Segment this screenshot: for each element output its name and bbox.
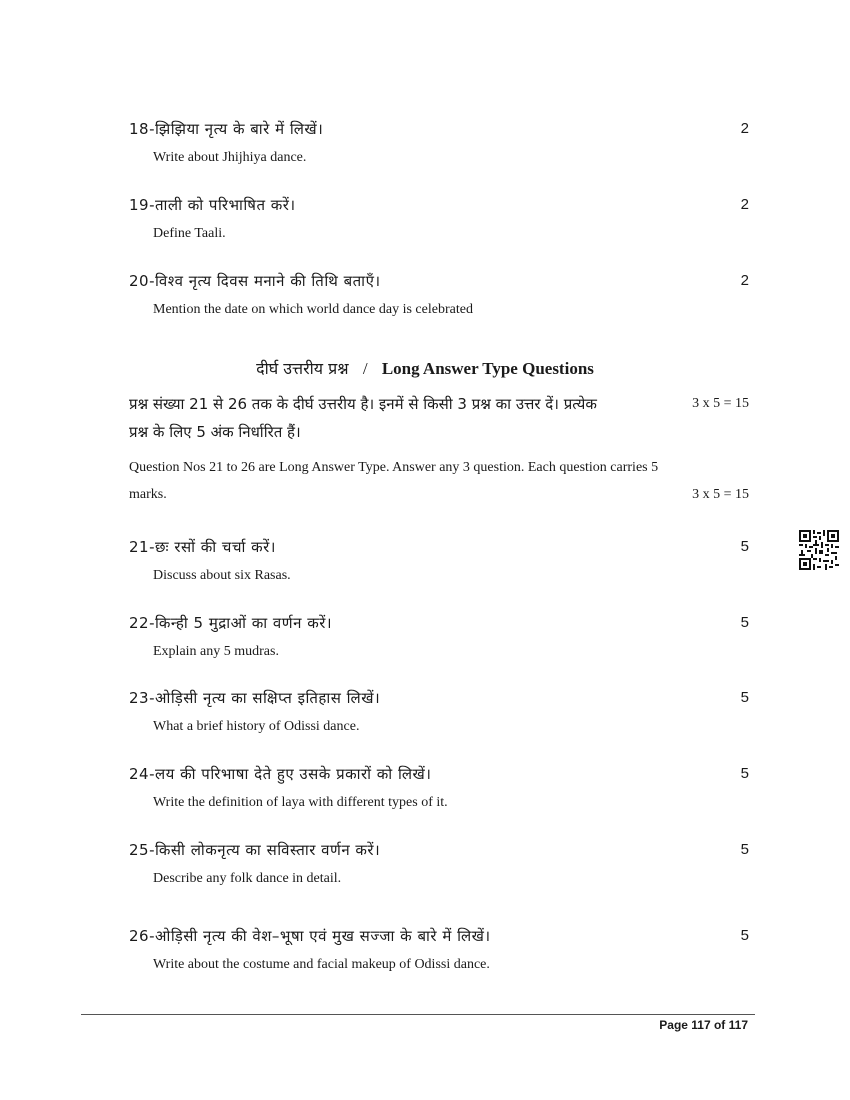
question-text-english: Write about Jhijhiya dance.: [153, 150, 307, 165]
question-marks: 2: [740, 196, 749, 213]
question-text-hindi: 18-झिझिया नृत्य के बारे में लिखें।: [129, 120, 324, 138]
instructions-hindi-line-1: प्रश्न संख्या 21 से 26 तक के दीर्घ उत्तरीय है। इनमें से किसी 3 प्रश्न का उत्तर दें। प्रत्येक: [129, 395, 597, 413]
question-26: [129, 926, 749, 974]
instructions-english-line-2: marks.: [129, 487, 167, 502]
question-text-english: Describe any folk dance in detail.: [153, 871, 342, 886]
footer-divider: [81, 1014, 755, 1015]
instructions-hindi: [129, 394, 749, 442]
question-21: [129, 537, 749, 585]
question-text-english: What a brief history of Odissi dance.: [153, 719, 360, 734]
question-text-english: Explain any 5 mudras.: [153, 644, 279, 659]
question-text-hindi: 25-किसी लोकनृत्य का सविस्तार वर्णन करें।: [129, 841, 381, 859]
question-marks: 5: [740, 841, 749, 858]
question-marks: 5: [740, 614, 749, 631]
instructions-english-marks: 3 x 5 = 15: [692, 487, 749, 502]
question-text-english: Mention the date on which world dance day is celebrated: [153, 302, 473, 317]
question-text-english: Write the definition of laya with different types of it.: [153, 795, 448, 810]
question-22: [129, 613, 749, 661]
instructions-english-line-2-row: [129, 486, 749, 504]
question-text-english: Define Taali.: [153, 226, 226, 241]
question-marks: 2: [740, 120, 749, 137]
page-number: Page 117 of 117: [659, 1018, 748, 1032]
question-text-hindi: 21-छः रसों की चर्चा करें।: [129, 538, 276, 556]
section-title-separator: /: [362, 359, 368, 378]
section-title-hindi: दीर्घ उत्तरीय प्रश्न: [256, 359, 349, 378]
question-25: [129, 840, 749, 888]
question-text-english: Write about the costume and facial makeup of Odissi dance.: [153, 957, 490, 972]
question-text-hindi: 19-ताली को परिभाषित करें।: [129, 196, 296, 214]
question-marks: 5: [740, 689, 749, 706]
question-18: [129, 119, 749, 167]
qr-code-icon[interactable]: [799, 530, 839, 570]
question-marks: 5: [740, 765, 749, 782]
instructions-hindi-marks: 3 x 5 = 15: [692, 396, 749, 411]
question-text-english: Discuss about six Rasas.: [153, 568, 291, 583]
question-marks: 2: [740, 272, 749, 289]
section-heading: [0, 357, 850, 379]
question-19: [129, 195, 749, 243]
question-marks: 5: [740, 538, 749, 555]
section-title-english: Long Answer Type Questions: [381, 359, 594, 378]
question-text-hindi: 22-किन्ही 5 मुद्राओं का वर्णन करें।: [129, 614, 333, 632]
question-text-hindi: 23-ओड़िसी नृत्य का सक्षिप्त इतिहास लिखें।: [129, 689, 381, 707]
instructions-english-line-1: Question Nos 21 to 26 are Long Answer Type. Answer any 3 question. Each question carries 5: [129, 460, 659, 475]
question-24: [129, 764, 749, 812]
question-text-hindi: 24-लय की परिभाषा देते हुए उसके प्रकारों को लिखें।: [129, 765, 432, 783]
instructions-hindi-line-2: प्रश्न के लिए 5 अंक निर्धारित हैं।: [129, 423, 301, 441]
question-text-hindi: 26-ओड़िसी नृत्य की वेश–भूषा एवं मुख सज्जा के बारे में लिखें।: [129, 927, 491, 945]
question-23: [129, 688, 749, 736]
question-text-hindi: 20-विश्व नृत्य दिवस मनाने की तिथि बताएँ।: [129, 272, 381, 290]
question-marks: 5: [740, 927, 749, 944]
instructions-english: [129, 459, 749, 504]
question-20: [129, 271, 749, 319]
